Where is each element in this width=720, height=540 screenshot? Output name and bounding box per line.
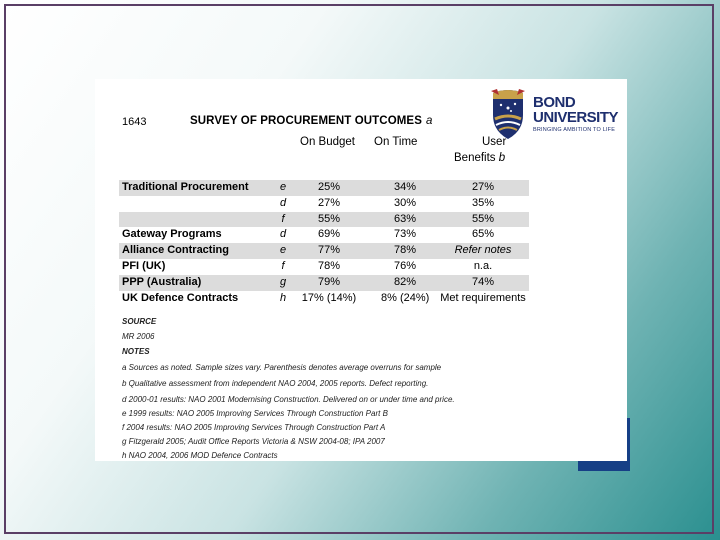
row-code: d bbox=[279, 196, 287, 209]
row-name: Traditional Procurement bbox=[122, 181, 249, 193]
title-text: SURVEY OF PROCUREMENT OUTCOMES bbox=[190, 115, 422, 127]
benefits-value: Met requirements bbox=[440, 291, 526, 304]
benefits-value: 65% bbox=[471, 228, 495, 241]
on-time-value: 30% bbox=[393, 196, 417, 209]
note-item: g Fitzgerald 2005; Audit Office Reports Victoria & NSW 2004-08; IPA 2007 bbox=[122, 437, 385, 446]
note-item: b Qualitative assessment from independent NAO 2004, 2005 reports. Defect reporting. bbox=[122, 379, 429, 388]
on-time-value: 82% bbox=[393, 275, 417, 288]
row-name: PPP (Australia) bbox=[122, 275, 202, 288]
note-item: e 1999 results: NAO 2005 Improving Services Through Construction Part B bbox=[122, 409, 388, 418]
on-time-value: 78% bbox=[393, 244, 417, 257]
row-name: Gateway Programs bbox=[122, 228, 222, 241]
row-code: e bbox=[279, 244, 287, 257]
on-budget-value: 25% bbox=[317, 181, 341, 193]
page-title bbox=[190, 115, 432, 127]
benefits-value: 74% bbox=[471, 275, 495, 288]
on-budget-value: 79% bbox=[317, 275, 341, 288]
row-name: Alliance Contracting bbox=[122, 244, 229, 257]
table-row bbox=[119, 180, 529, 196]
source-heading: SOURCE bbox=[122, 317, 157, 326]
on-budget-value: 17% (14%) bbox=[301, 291, 357, 304]
benefits-label: Benefits bbox=[454, 152, 496, 164]
table-row bbox=[119, 196, 529, 212]
row-name: PFI (UK) bbox=[122, 259, 166, 272]
benefits-value: 55% bbox=[471, 212, 495, 225]
row-code: f bbox=[281, 259, 285, 272]
on-budget-value: 69% bbox=[317, 228, 341, 241]
procurement-table bbox=[119, 180, 529, 306]
benefits-value: Refer notes bbox=[454, 244, 512, 257]
logo-line1: BOND bbox=[533, 94, 576, 111]
row-code: e bbox=[279, 181, 287, 193]
table-row bbox=[119, 291, 529, 307]
benefits-note: b bbox=[498, 152, 506, 164]
note-item: h NAO 2004, 2006 MOD Defence Contracts bbox=[122, 451, 278, 460]
on-time-value: 34% bbox=[393, 181, 417, 193]
table-row bbox=[119, 243, 529, 259]
note-item: f 2004 results: NAO 2005 Improving Services Through Construction Part A bbox=[122, 423, 386, 432]
benefits-value: 35% bbox=[471, 196, 495, 209]
on-time-value: 76% bbox=[393, 259, 417, 272]
on-time-value: 73% bbox=[393, 228, 417, 241]
table-row bbox=[119, 227, 529, 243]
note-item: d 2000-01 results: NAO 2001 Modernising Construction. Delivered on or under time and price. bbox=[122, 395, 455, 404]
column-header-user: User bbox=[482, 136, 507, 148]
logo-tagline: BRINGING AMBITION TO LIFE bbox=[533, 127, 616, 133]
crest-icon bbox=[487, 85, 529, 141]
row-code: d bbox=[279, 228, 287, 241]
note-item: a Sources as noted. Sample sizes vary. Parenthesis denotes average overruns for sample bbox=[122, 363, 442, 372]
table-row bbox=[119, 259, 529, 275]
row-code: h bbox=[279, 291, 287, 304]
bond-university-logo bbox=[487, 85, 623, 143]
notes-heading: NOTES bbox=[122, 347, 150, 356]
document-card bbox=[95, 79, 627, 461]
benefits-value: 27% bbox=[471, 181, 495, 193]
row-code: f bbox=[281, 212, 285, 225]
logo-line2: UNIVERSITY bbox=[533, 109, 619, 126]
table-row bbox=[119, 275, 529, 291]
benefits-value: n.a. bbox=[473, 259, 493, 272]
table-row bbox=[119, 212, 529, 228]
logo-text bbox=[533, 95, 618, 133]
on-budget-value: 77% bbox=[317, 244, 341, 257]
document-code: 1643 bbox=[122, 116, 147, 128]
title-note: a bbox=[425, 115, 433, 127]
on-budget-value: 78% bbox=[317, 259, 341, 272]
on-time-value: 8% (24%) bbox=[381, 291, 430, 304]
on-budget-value: 27% bbox=[317, 196, 341, 209]
on-time-value: 63% bbox=[393, 212, 417, 225]
source-text: MR 2006 bbox=[122, 332, 155, 341]
column-header-benefits bbox=[454, 152, 505, 164]
column-header-on-time: On Time bbox=[374, 136, 418, 148]
row-name: UK Defence Contracts bbox=[122, 291, 239, 304]
column-header-on-budget: On Budget bbox=[300, 136, 355, 148]
on-budget-value: 55% bbox=[317, 212, 341, 225]
row-code: g bbox=[279, 275, 287, 288]
